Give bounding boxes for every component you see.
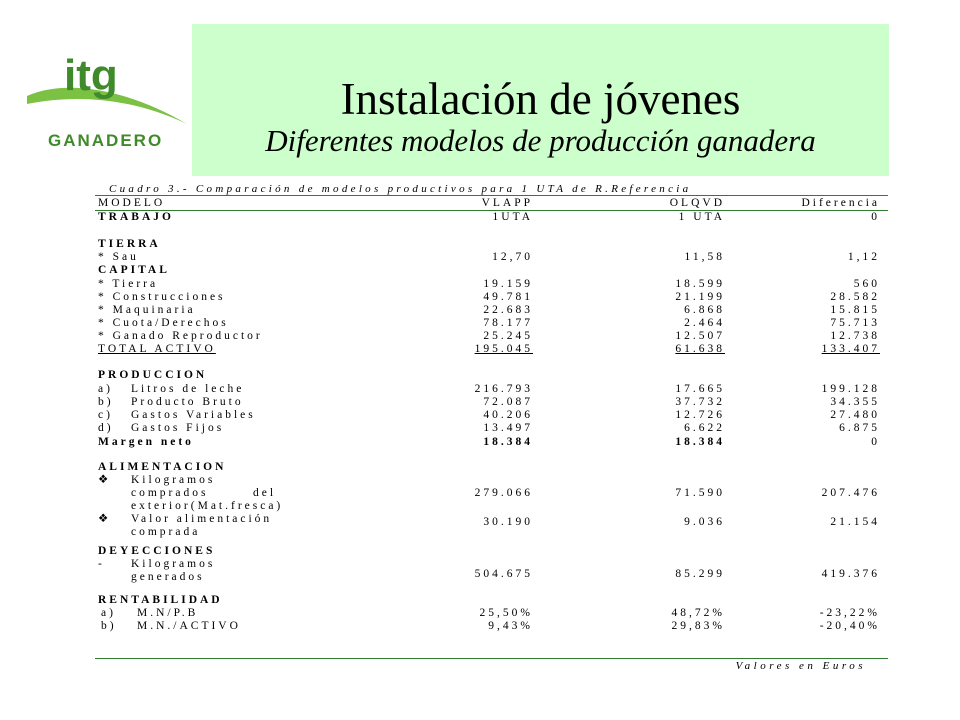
alimentacion-item-comprada [95, 526, 888, 539]
row-label: TRABAJO [98, 211, 174, 223]
col-header-modelo: MODELO [98, 197, 166, 209]
cell-olqvd: 6.622 [684, 422, 725, 434]
itg-ganadero-logo [22, 38, 192, 158]
table-row-construcciones [95, 291, 888, 304]
table-row-trabajo [95, 211, 888, 224]
cell-diferencia: 0 [871, 211, 880, 223]
table-row-sau [95, 251, 888, 264]
row-label: Margen neto [98, 436, 194, 448]
table-row-cuota [95, 317, 888, 330]
cell-olqvd: 37.732 [675, 396, 725, 408]
cell-vlapp: 49.781 [483, 291, 533, 303]
cell-diferencia: 560 [853, 278, 880, 290]
row-label: * Maquinaria [98, 304, 196, 316]
row-label-cont: del [253, 487, 277, 499]
cell-diferencia: 12.738 [830, 330, 880, 342]
row-label: * Construcciones [98, 291, 226, 303]
dash-bullet: - [98, 558, 105, 570]
col-header-vlapp: VLAPP [481, 197, 533, 209]
row-label: Kilogramos [131, 474, 216, 486]
section-alimentacion [95, 461, 888, 474]
table-row-gastos-variables [95, 409, 888, 422]
table-row-litros [95, 383, 888, 396]
table-caption: Cuadro 3.- Comparación de modelos productivos para 1 UTA de R.Referencia [109, 183, 692, 195]
row-label: comprados [131, 487, 209, 499]
cell-vlapp: 1UTA [492, 211, 533, 223]
diamond-bullet-icon: ❖ [98, 513, 112, 525]
section-heading: ALIMENTACION [98, 461, 227, 473]
cell-diferencia: 419.376 [821, 568, 880, 580]
cell-diferencia: -23,22% [819, 607, 880, 619]
row-label: Gastos Variables [131, 409, 256, 421]
table-row-margen-neto [95, 436, 888, 449]
cell-vlapp: 22.683 [483, 304, 533, 316]
section-rentabilidad [95, 594, 888, 607]
table-row-total-activo [95, 343, 888, 356]
table-row-gastos-fijos [95, 422, 888, 435]
cell-vlapp: 504.675 [474, 568, 533, 580]
table-row-kg-generados [95, 568, 888, 581]
table-row-ganado [95, 330, 888, 343]
comparison-table [95, 183, 888, 680]
row-index: a) [101, 607, 116, 619]
section-deyecciones [95, 545, 888, 558]
section-tierra [95, 238, 888, 251]
cell-diferencia: 133.407 [821, 343, 880, 355]
cell-olqvd: 29,83% [671, 620, 725, 632]
page-title: Instalación de jóvenes [340, 74, 741, 124]
row-label: exterior(Mat.fresca) [131, 500, 284, 512]
cell-olqvd: 11,58 [684, 251, 725, 263]
cell-olqvd: 1 UTA [678, 211, 725, 223]
cell-olqvd: 17.665 [675, 383, 725, 395]
alimentacion-item-kilogramos [95, 474, 888, 487]
cell-olqvd: 18.384 [675, 436, 725, 448]
cell-olqvd: 18.599 [675, 278, 725, 290]
row-label: comprada [131, 526, 201, 538]
row-label: Kilogramos [131, 558, 216, 570]
cell-vlapp: 18.384 [483, 436, 533, 448]
row-index: b) [101, 620, 117, 632]
cell-vlapp: 13.497 [483, 422, 533, 434]
section-produccion [95, 369, 888, 382]
table-header-row [95, 197, 888, 210]
cell-vlapp: 216.793 [474, 383, 533, 395]
col-header-diferencia: Diferencia [801, 197, 880, 209]
cell-diferencia: 75.713 [830, 317, 880, 329]
cell-diferencia: 6.875 [839, 422, 880, 434]
table-row-producto-bruto [95, 396, 888, 409]
page-subtitle: Diferentes modelos de producción ganadera [265, 123, 816, 158]
cell-olqvd: 12.507 [675, 330, 725, 342]
row-index: c) [98, 409, 113, 421]
cell-olqvd: 21.199 [675, 291, 725, 303]
row-label: * Cuota/Derechos [98, 317, 229, 329]
title-banner [192, 24, 889, 176]
cell-diferencia: 27.480 [830, 409, 880, 421]
row-index: b) [98, 396, 114, 408]
row-label: Producto Bruto [131, 396, 244, 408]
cell-diferencia: 15.815 [830, 304, 880, 316]
cell-vlapp: 30.190 [483, 516, 533, 528]
cell-vlapp: 78.177 [483, 317, 533, 329]
table-row-mn-pb [95, 607, 888, 620]
diamond-bullet-icon: ❖ [98, 474, 112, 486]
section-heading: PRODUCCION [98, 369, 208, 381]
row-label: Litros de leche [131, 383, 245, 395]
section-capital [95, 264, 888, 277]
table-row-kg-comprados [95, 487, 888, 500]
row-label: TOTAL ACTIVO [98, 343, 216, 355]
row-index: d) [98, 422, 114, 434]
alimentacion-item-exterior [95, 500, 888, 513]
cell-vlapp: 279.066 [474, 487, 533, 499]
table-rule-top [95, 195, 888, 196]
table-row-maquinaria [95, 304, 888, 317]
table-row-mn-activo [95, 620, 888, 633]
row-label: * Ganado Reproductor [98, 330, 263, 342]
cell-olqvd: 9.036 [684, 516, 725, 528]
logo-graphic [22, 38, 192, 128]
row-label: Gastos Fijos [131, 422, 225, 434]
section-heading: TIERRA [98, 238, 161, 250]
col-header-olqvd: OLQVD [669, 197, 725, 209]
cell-olqvd: 61.638 [675, 343, 725, 355]
cell-vlapp: 25,50% [479, 607, 533, 619]
cell-vlapp: 195.045 [474, 343, 533, 355]
cell-diferencia: 0 [871, 436, 880, 448]
section-heading: RENTABILIDAD [98, 594, 223, 606]
cell-diferencia: 1,12 [847, 251, 880, 263]
cell-vlapp: 12,70 [492, 251, 533, 263]
logo-text: itg [64, 51, 118, 100]
row-label: * Sau [98, 251, 139, 263]
cell-diferencia: -20,40% [819, 620, 880, 632]
row-label: Valor alimentación [131, 513, 273, 525]
cell-olqvd: 12.726 [675, 409, 725, 421]
cell-diferencia: 21.154 [830, 516, 880, 528]
cell-diferencia: 28.582 [830, 291, 880, 303]
table-footnote: Valores en Euros [735, 660, 866, 672]
cell-diferencia: 199.128 [821, 383, 880, 395]
section-heading: DEYECCIONES [98, 545, 216, 557]
cell-vlapp: 72.087 [483, 396, 533, 408]
table-rule-bottom [95, 658, 888, 659]
logo-word: GANADERO [48, 131, 164, 150]
row-label: generados [131, 571, 205, 583]
cell-vlapp: 9,43% [488, 620, 533, 632]
cell-olqvd: 6.868 [684, 304, 725, 316]
cell-diferencia: 207.476 [821, 487, 880, 499]
cell-vlapp: 40.206 [483, 409, 533, 421]
row-index: a) [98, 383, 113, 395]
cell-vlapp: 19.159 [483, 278, 533, 290]
cell-diferencia: 34.355 [830, 396, 880, 408]
row-label: M.N/P.B [137, 607, 199, 619]
cell-olqvd: 2.464 [684, 317, 725, 329]
cell-vlapp: 25.245 [483, 330, 533, 342]
row-label: M.N./ACTIVO [137, 620, 241, 632]
cell-olqvd: 71.590 [675, 487, 725, 499]
row-label: * Tierra [98, 278, 159, 290]
table-row-tierra [95, 278, 888, 291]
cell-olqvd: 85.299 [675, 568, 725, 580]
cell-olqvd: 48,72% [671, 607, 725, 619]
section-heading: CAPITAL [98, 264, 170, 276]
table-row-valor-alimentacion [95, 513, 888, 526]
